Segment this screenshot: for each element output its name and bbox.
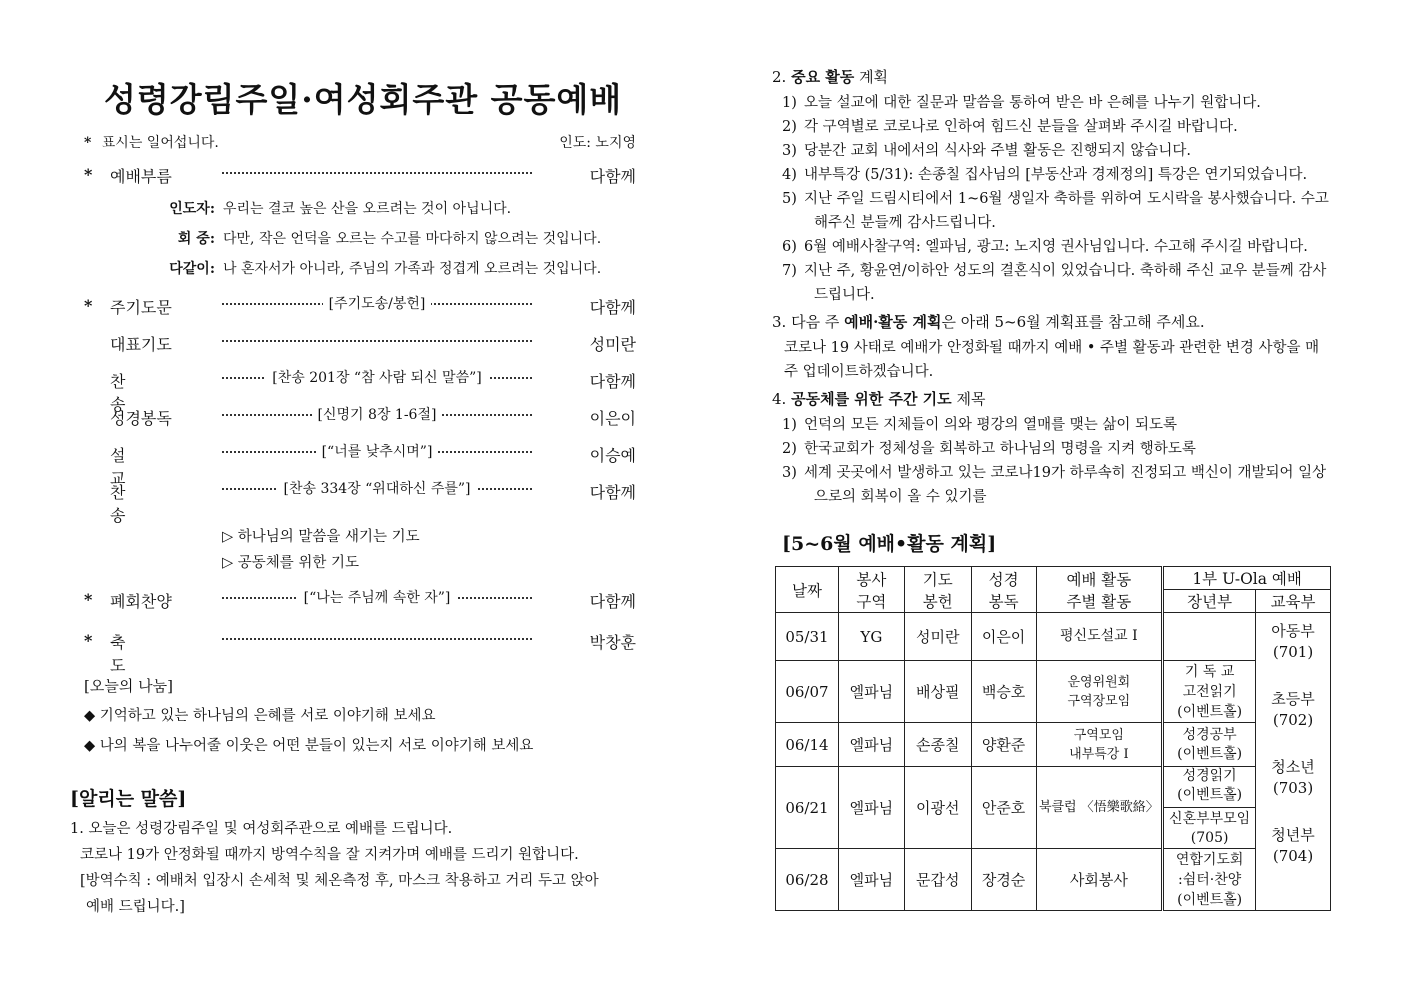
dotted-leader	[222, 172, 532, 174]
announce-item-1	[70, 816, 650, 920]
cell-service: 엘파님	[838, 767, 904, 849]
edu-item	[1256, 757, 1330, 799]
edu-name: 아동부	[1271, 622, 1315, 640]
left-column	[70, 60, 650, 920]
header-line: 봉독	[988, 592, 1019, 611]
section-3-post: 은 아래 5~6월 계획표를 참고해 주세요.	[941, 313, 1205, 331]
cell-adult-empty	[1163, 613, 1256, 661]
list-item	[772, 163, 1337, 187]
prayer-item: ▷ 하나님의 말씀을 새기는 기도	[222, 529, 420, 545]
cell-date: 06/21	[776, 767, 839, 849]
table-row	[776, 849, 1331, 911]
announce-line: 코로나 19가 안정화될 때까지 방역수칙을 잘 지켜가며 예배를 드리기 원합니다.	[80, 847, 579, 863]
order-reference-text: [찬송 334장 “위대하신 주를”]	[277, 481, 476, 497]
order-reference	[222, 293, 532, 313]
list-item	[772, 91, 1337, 115]
order-label: 축 도	[110, 633, 150, 675]
header-reading	[971, 567, 1036, 613]
order-label: 찬 송	[110, 372, 150, 414]
standing-star: *	[84, 296, 93, 315]
cell-activity	[1036, 661, 1163, 723]
item-text: 각 구역별로 코로나로 인하여 힘드신 분들을 살펴봐 주시길 바랍니다.	[804, 119, 1238, 135]
right-column	[772, 66, 1337, 559]
cell-date: 06/28	[776, 849, 839, 911]
header-adult: 장년부	[1163, 590, 1256, 613]
announce-line: 1. 오늘은 성령강림주일 및 여성회주관으로 예배를 드립니다.	[70, 821, 453, 837]
header-date: 날짜	[776, 567, 839, 613]
order-row-call-to-worship	[70, 156, 650, 193]
responsive-line	[70, 253, 650, 283]
standing-note	[70, 132, 650, 152]
order-row-lords-prayer	[70, 287, 650, 324]
adult-line: 고전읽기	[1182, 683, 1237, 700]
cell-edu	[1256, 613, 1331, 911]
list-item	[772, 437, 1337, 461]
order-row-closing-song	[70, 581, 650, 618]
item-text: 한국교회가 정체성을 회복하고 하나님의 명령을 지켜 행하도록	[804, 441, 1196, 457]
plan-table	[775, 566, 1331, 911]
cell-service: 엘파님	[838, 661, 904, 723]
standing-star: *	[84, 590, 93, 609]
order-reference	[222, 404, 532, 424]
order-row-scripture	[70, 398, 650, 435]
edu-room: (703)	[1272, 779, 1314, 797]
adult-line: (이벤트홀)	[1177, 891, 1243, 908]
item-text: 내부특강 (5/31): 손종칠 집사님의 [부동산과 경제정의] 특강은 연기되었습니다.	[804, 167, 1308, 183]
item-number: 4)	[782, 167, 797, 183]
header-line: 성경	[988, 570, 1019, 589]
adult-line: 성경읽기	[1182, 768, 1237, 784]
item-text: 6월 예배사찰구역: 엘파님, 광고: 노지영 권사님입니다. 수고해 주시길 바랍니다.	[804, 239, 1308, 255]
order-person: 다함께	[589, 483, 636, 502]
table-row	[776, 661, 1331, 723]
cell-service: YG	[838, 613, 904, 661]
adult-line: 기 독 교	[1184, 663, 1235, 680]
responsive-line	[70, 193, 650, 223]
edu-item	[1256, 621, 1330, 663]
order-label: 성경봉독	[110, 409, 172, 428]
header-line: 구역	[856, 592, 887, 611]
cell-activity	[1036, 767, 1163, 849]
activity-line: 내부특강 I	[1069, 746, 1129, 762]
responsive-role: 다같이:	[169, 261, 215, 277]
cell-prayer: 성미란	[904, 613, 971, 661]
cell-date: 05/31	[776, 613, 839, 661]
cell-adult	[1163, 723, 1256, 767]
section-title-bold: 공동체를 위한 주간 기도	[791, 390, 952, 408]
item-number: 3)	[782, 465, 797, 481]
order-reference	[222, 367, 532, 387]
cell-service: 엘파님	[838, 723, 904, 767]
item-continuation: 해주신 분들께 감사드립니다.	[814, 215, 996, 231]
order-person: 이은이	[589, 409, 636, 428]
standing-star: *	[84, 135, 92, 151]
standing-star: *	[84, 631, 93, 650]
item-number: 7)	[782, 263, 797, 279]
activity-line: 사회봉사	[1069, 871, 1128, 889]
header-line: 봉헌	[922, 592, 953, 611]
item-number: 6)	[782, 239, 797, 255]
cell-activity	[1036, 849, 1163, 911]
section-3-text: 주 업데이트하겠습니다.	[784, 364, 934, 380]
responsive-text: 다만, 작은 언덕을 오르는 수고를 마다하지 않으려는 것입니다.	[223, 231, 602, 247]
edu-room: (702)	[1272, 711, 1314, 729]
cell-reading: 안준호	[971, 767, 1036, 849]
edu-item	[1256, 689, 1330, 731]
activity-line: 평신도설교 I	[1060, 628, 1138, 644]
order-person: 다함께	[589, 298, 636, 317]
sharing-title: [오늘의 나눔]	[84, 677, 173, 695]
activity-line: 운영위원회	[1067, 674, 1131, 690]
item-text: 지난 주일 드림시티에서 1~6월 생일자 축하를 위하여 도시락을 봉사했습니다. 수고	[804, 191, 1329, 207]
order-reference-text: [신명기 8장 1-6절]	[312, 407, 443, 423]
item-number: 1)	[782, 95, 797, 111]
adult-line: (705)	[1190, 830, 1229, 846]
order-label: 예배부름	[110, 167, 172, 186]
section-title-rest: 계획	[859, 68, 889, 86]
cell-prayer: 이광선	[904, 767, 971, 849]
edu-room: (701)	[1272, 643, 1314, 661]
cell-adult	[1163, 767, 1256, 849]
order-label: 찬 송	[110, 483, 150, 525]
header-prayer	[904, 567, 971, 613]
item-number: 5)	[782, 191, 797, 207]
leader-label: 인도:	[559, 135, 591, 151]
sharing-item: ◆ 기억하고 있는 하나님의 은혜를 서로 이야기해 보세요	[84, 708, 436, 724]
activity-line: 구역모임	[1073, 727, 1124, 743]
section-number: 2.	[772, 68, 787, 86]
order-label: 폐회찬양	[110, 592, 172, 611]
list-item	[772, 259, 1337, 307]
announce-line: 예배 드립니다.]	[86, 899, 185, 915]
order-person: 박창훈	[589, 633, 636, 652]
order-label: 주기도문	[110, 298, 172, 317]
item-continuation: 드립니다.	[814, 287, 875, 303]
edu-room: (704)	[1272, 847, 1314, 865]
cell-prayer: 배상필	[904, 661, 971, 723]
adult-line: 성경공부	[1182, 726, 1237, 743]
adult-line: (이벤트홀)	[1177, 703, 1243, 720]
order-reference-text: [“너를 낮추시며”]	[316, 444, 439, 460]
order-reference-text: [주기도송/봉헌]	[323, 296, 432, 312]
section-number: 4.	[772, 390, 787, 408]
activity-line: 구역장모임	[1067, 693, 1131, 709]
page-title: 성령강림주일·여성회주관 공동예배	[104, 80, 623, 119]
cell-adult	[1163, 849, 1256, 911]
order-row-hymn-2	[70, 472, 650, 525]
order-reference	[222, 587, 532, 607]
responsive-text: 우리는 결코 높은 산을 오르려는 것이 아닙니다.	[223, 201, 512, 217]
list-item	[772, 115, 1337, 139]
header-edu: 교육부	[1256, 590, 1331, 613]
header-uola: 1부 U-Ola 예배	[1163, 567, 1331, 590]
prayer-item: ▷ 공동체를 위한 기도	[222, 555, 360, 571]
list-item	[772, 235, 1337, 259]
leader-name: 노지영	[595, 135, 636, 151]
edu-name: 청소년	[1271, 758, 1315, 776]
section-3-pre: 3. 다음 주	[772, 313, 840, 331]
item-text: 언덕의 모든 지체들이 의와 평강의 열매를 맺는 삶이 되도록	[804, 417, 1178, 433]
order-reference-text: [“나는 주님께 속한 자”]	[298, 590, 457, 606]
responsive-text: 나 혼자서가 아니라, 주님의 가족과 정겹게 오르려는 것입니다.	[223, 261, 602, 277]
header-activity	[1036, 567, 1163, 613]
order-reference-text: [찬송 201장 “참 사람 되신 말씀”]	[266, 370, 487, 386]
header-line: 주별 활동	[1066, 592, 1132, 611]
section-3-title	[772, 311, 1337, 336]
section-4-title	[772, 388, 1337, 413]
item-text: 당분간 교회 내에서의 식사와 주별 활동은 진행되지 않습니다.	[804, 143, 1192, 159]
cell-activity	[1036, 613, 1163, 661]
edu-name: 청년부	[1271, 826, 1315, 844]
adult-line: 연합기도회	[1175, 851, 1244, 868]
header-line: 기도	[922, 570, 953, 589]
table-row	[776, 613, 1331, 661]
responsive-line	[70, 223, 650, 253]
order-person: 성미란	[589, 335, 636, 354]
item-number: 1)	[782, 417, 797, 433]
order-row-sermon	[70, 435, 650, 488]
order-person: 다함께	[589, 167, 636, 186]
item-number: 3)	[782, 143, 797, 159]
table-row	[776, 767, 1331, 849]
header-line: 예배 활동	[1066, 570, 1132, 589]
announce-title: [알리는 말씀]	[70, 788, 187, 810]
section-title-bold: 중요 활동	[791, 68, 855, 86]
plan-title: [5~6월 예배•활동 계획]	[782, 533, 997, 555]
cell-prayer: 손종칠	[904, 723, 971, 767]
standing-star: *	[84, 165, 93, 184]
order-row-benediction	[70, 622, 650, 675]
cell-reading: 백승호	[971, 661, 1036, 723]
responsive-role: 인도자:	[169, 201, 215, 217]
announce-line: [방역수칙 : 예배처 입장시 손세척 및 체온측정 후, 마스크 착용하고 거리 두고 앉아	[80, 873, 599, 889]
order-person: 이승예	[589, 446, 636, 465]
cell-reading: 양환준	[971, 723, 1036, 767]
list-item	[772, 139, 1337, 163]
section-3-text: 코로나 19 사태로 예배가 안정화될 때까지 예배 • 주별 활동과 관련한 변경 사항을 매	[784, 340, 1320, 356]
cell-date: 06/14	[776, 723, 839, 767]
section-title-rest: 제목	[956, 390, 986, 408]
item-number: 2)	[782, 441, 797, 457]
item-continuation: 으로의 회복이 올 수 있기를	[814, 489, 987, 505]
order-row-prayer	[70, 324, 650, 361]
adult-line: (이벤트홀)	[1177, 787, 1243, 803]
edu-item	[1256, 825, 1330, 867]
order-label: 대표기도	[110, 335, 172, 354]
dotted-leader	[222, 638, 532, 640]
cell-date: 06/07	[776, 661, 839, 723]
adult-line: (이벤트홀)	[1177, 745, 1243, 762]
table-row	[776, 723, 1331, 767]
adult-line: :쉼터·찬양	[1177, 871, 1242, 888]
order-person: 다함께	[589, 372, 636, 391]
item-text: 지난 주, 황윤연/이하안 성도의 결혼식이 있었습니다. 축하해 주신 교우 분들께 감사	[804, 263, 1327, 279]
section-2-title	[772, 66, 1337, 91]
cell-prayer: 문갑성	[904, 849, 971, 911]
edu-name: 초등부	[1271, 690, 1315, 708]
cell-service: 엘파님	[838, 849, 904, 911]
section-3-bold: 예배·활동 계획	[844, 313, 942, 331]
activity-line: 북클럽 〈悟樂歌絡〉	[1038, 800, 1159, 815]
header-line: 봉사	[856, 570, 887, 589]
adult-sub-cell	[1164, 767, 1255, 808]
order-reference	[222, 478, 532, 498]
header-service	[838, 567, 904, 613]
list-item	[772, 413, 1337, 437]
standing-note-text: 표시는 일어섭니다.	[101, 135, 219, 151]
item-text: 세계 곳곳에서 발생하고 있는 코로나19가 하루속히 진정되고 백신이 개발되어 일상	[804, 465, 1327, 481]
order-reference	[222, 441, 532, 461]
item-text: 오늘 설교에 대한 질문과 말씀을 통하여 받은 바 은혜를 나누기 원합니다.	[804, 95, 1261, 111]
order-row-hymn	[70, 361, 650, 414]
order-person: 다함께	[589, 592, 636, 611]
order-label: 설 교	[110, 446, 150, 488]
cell-reading: 장경순	[971, 849, 1036, 911]
adult-line: 신혼부부모임	[1169, 811, 1251, 827]
cell-reading: 이은이	[971, 613, 1036, 661]
item-number: 2)	[782, 119, 797, 135]
responsive-role: 회 중:	[177, 231, 215, 247]
cell-adult	[1163, 661, 1256, 723]
list-item	[772, 187, 1337, 235]
adult-sub-cell	[1164, 808, 1255, 848]
sharing-item: ◆ 나의 복을 나누어줄 이웃은 어떤 분들이 있는지 서로 이야기해 보세요	[84, 738, 534, 754]
cell-activity	[1036, 723, 1163, 767]
dotted-leader	[222, 340, 532, 342]
list-item	[772, 461, 1337, 509]
